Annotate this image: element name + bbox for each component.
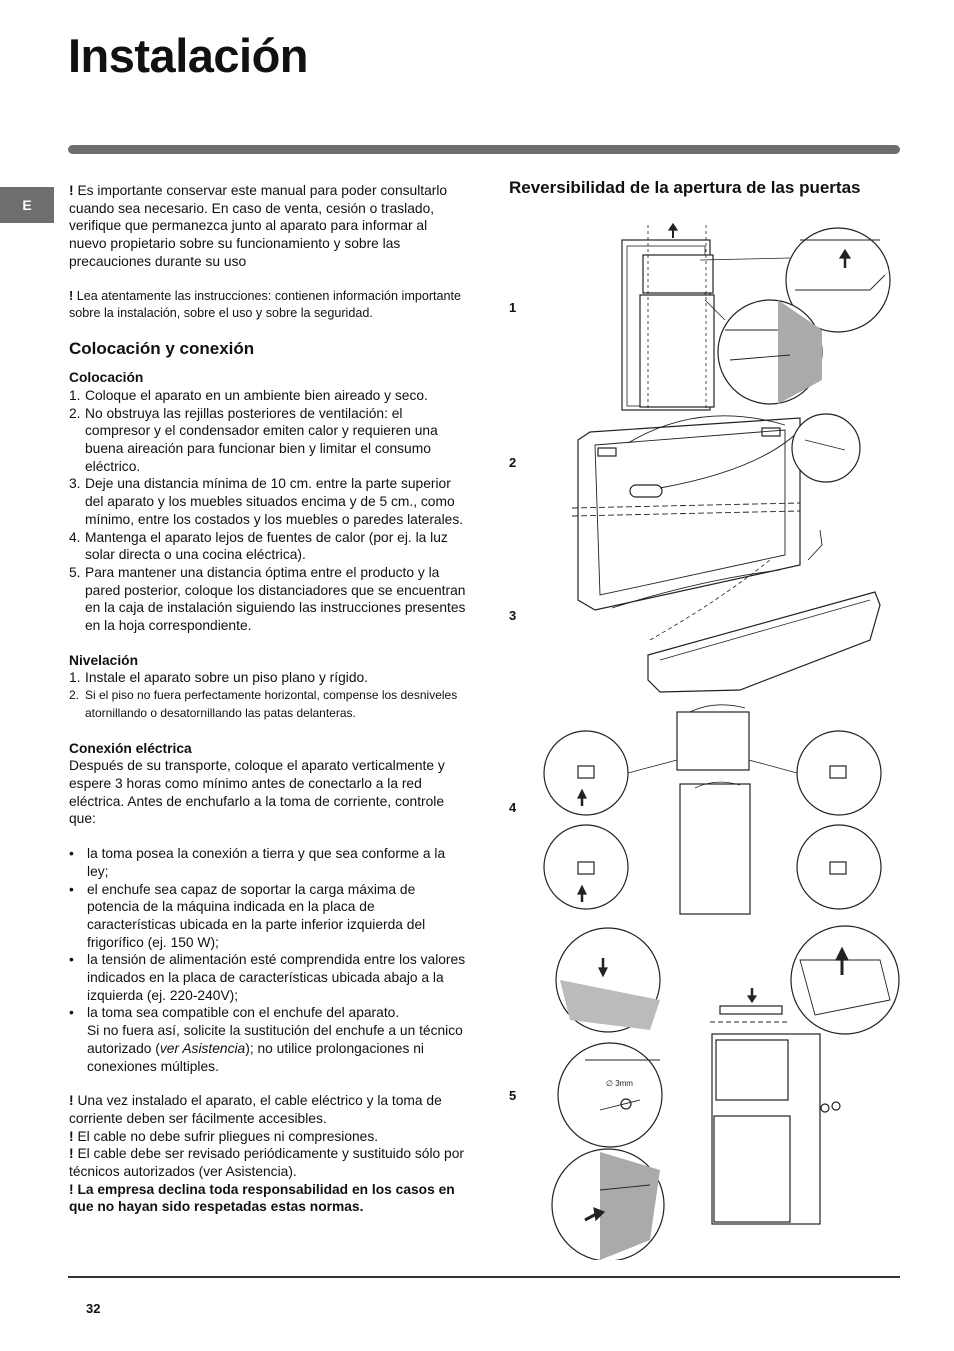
warning-1: ! Una vez instalado el aparato, el cable eléctrico y la toma de corriente deben ser fácilmente accesibles. bbox=[69, 1093, 442, 1126]
list-item: 2. No obstruya las rejillas posteriores de ventilación: el compresor y el condensador emiten calor y requieren una buena aireación para funcionar bien y limitar el consumo eléctrico. bbox=[69, 405, 438, 474]
step-number-1: 1 bbox=[509, 300, 517, 315]
list-item: • la toma posea la conexión a tierra y que sea conforme a la ley; bbox=[69, 846, 446, 879]
intro-note-2: ! Lea atentamente las instrucciones: contienen información importante sobre la instalación, sobre el uso y sobre la seguridad. bbox=[69, 288, 462, 321]
bottom-rule bbox=[68, 1276, 900, 1278]
door-reversal-title: Reversibilidad de la apertura de las puertas bbox=[509, 178, 861, 197]
leveling-heading: Nivelación bbox=[69, 652, 139, 668]
language-tab: E bbox=[0, 187, 54, 223]
list-item: 2. Si el piso no fuera perfectamente horizontal, compense los desniveles atornillando o desatornillando las patas delanteras. bbox=[69, 688, 458, 720]
left-column bbox=[69, 182, 467, 1216]
step-1-illustration bbox=[622, 224, 890, 410]
intro-note-1: ! Es importante conservar este manual para poder consultarlo cuando sea necesario. En caso de venta, cesión o traslado, verifique que permanezca junto al aparato para informar al nuevo propietario sobre su funcionamiento y sobre las precauciones durante su uso bbox=[69, 183, 448, 269]
warning-2: ! El cable no debe sufrir pliegues ni compresiones. bbox=[69, 1128, 379, 1144]
leveling-list bbox=[69, 669, 467, 722]
list-item: • el enchufe sea capaz de soportar la carga máxima de potencia de la máquina indicada en la placa de características ubicada en la parte inferior izquierda del frigorífico (ej. 150 W); bbox=[69, 881, 426, 950]
step-5-illustration bbox=[552, 926, 899, 1260]
list-item: 4. Mantenga el aparato lejos de fuentes de calor (por ej. la luz solar directa o una cocina eléctrica). bbox=[69, 529, 448, 563]
step-number-4: 4 bbox=[509, 800, 517, 815]
list-item: 1. Instale el aparato sobre un piso plano y rígido. bbox=[69, 670, 369, 686]
warning-4: ! La empresa declina toda responsabilidad en los casos en que no hayan sido respetadas estas normas. bbox=[69, 1181, 455, 1215]
list-item: • la tensión de alimentación esté comprendida entre los valores indicados en la placa de características ubicada abajo a la izquierda (ej. 220-240V); bbox=[69, 952, 466, 1003]
list-item: 3. Deje una distancia mínima de 10 cm. entre la parte superior del aparato y los muebles situados encima y de 5 cm., como mínimo, entre los costados y los muebles o paredes laterales. bbox=[69, 476, 464, 527]
warning-3: ! El cable debe ser revisado periódicamente y sustituido sólo por técnicos autorizados (ver Asistencia). bbox=[69, 1146, 464, 1180]
page-number: 32 bbox=[86, 1301, 101, 1316]
step-number-5: 5 bbox=[509, 1088, 517, 1103]
electrical-heading: Conexión eléctrica bbox=[69, 740, 192, 756]
list-item: • la toma sea compatible con el enchufe del aparato. Si no fuera así, solicite la sustitución del enchufe a un técnico autorizado (ver Asistencia); no utilice prolongaciones ni conexiones múltiples. bbox=[69, 1005, 463, 1074]
section-title: Colocación y conexión bbox=[69, 338, 255, 358]
electrical-checklist bbox=[69, 845, 467, 1075]
list-item: 1. Coloque el aparato en un ambiente bien aireado y seco. bbox=[69, 387, 428, 403]
placement-heading: Colocación bbox=[69, 370, 144, 386]
step-2-3-illustration bbox=[572, 414, 880, 692]
step-number-2: 2 bbox=[509, 455, 517, 470]
top-rule bbox=[68, 145, 900, 154]
electrical-intro: Después de su transporte, coloque el aparato verticalmente y espere 3 horas como mínimo antes de conectarlo a la red eléctrica. Antes de enchufarlo a la toma de corriente, controle que: bbox=[69, 758, 445, 827]
list-item: 5. Para mantener una distancia óptima entre el producto y la pared posterior, coloque los distanciadores que se encuentran en la caja de instalación siguiendo las instrucciones presentes en la hoja correspondiente. bbox=[69, 564, 466, 634]
drill-size-label: ∅ 3mm bbox=[606, 1079, 633, 1088]
door-reversal-illustration bbox=[540, 218, 902, 1260]
step-number-3: 3 bbox=[509, 608, 517, 623]
placement-list bbox=[69, 387, 467, 635]
step-4-illustration bbox=[544, 705, 881, 914]
page-title: Instalación bbox=[68, 29, 309, 82]
